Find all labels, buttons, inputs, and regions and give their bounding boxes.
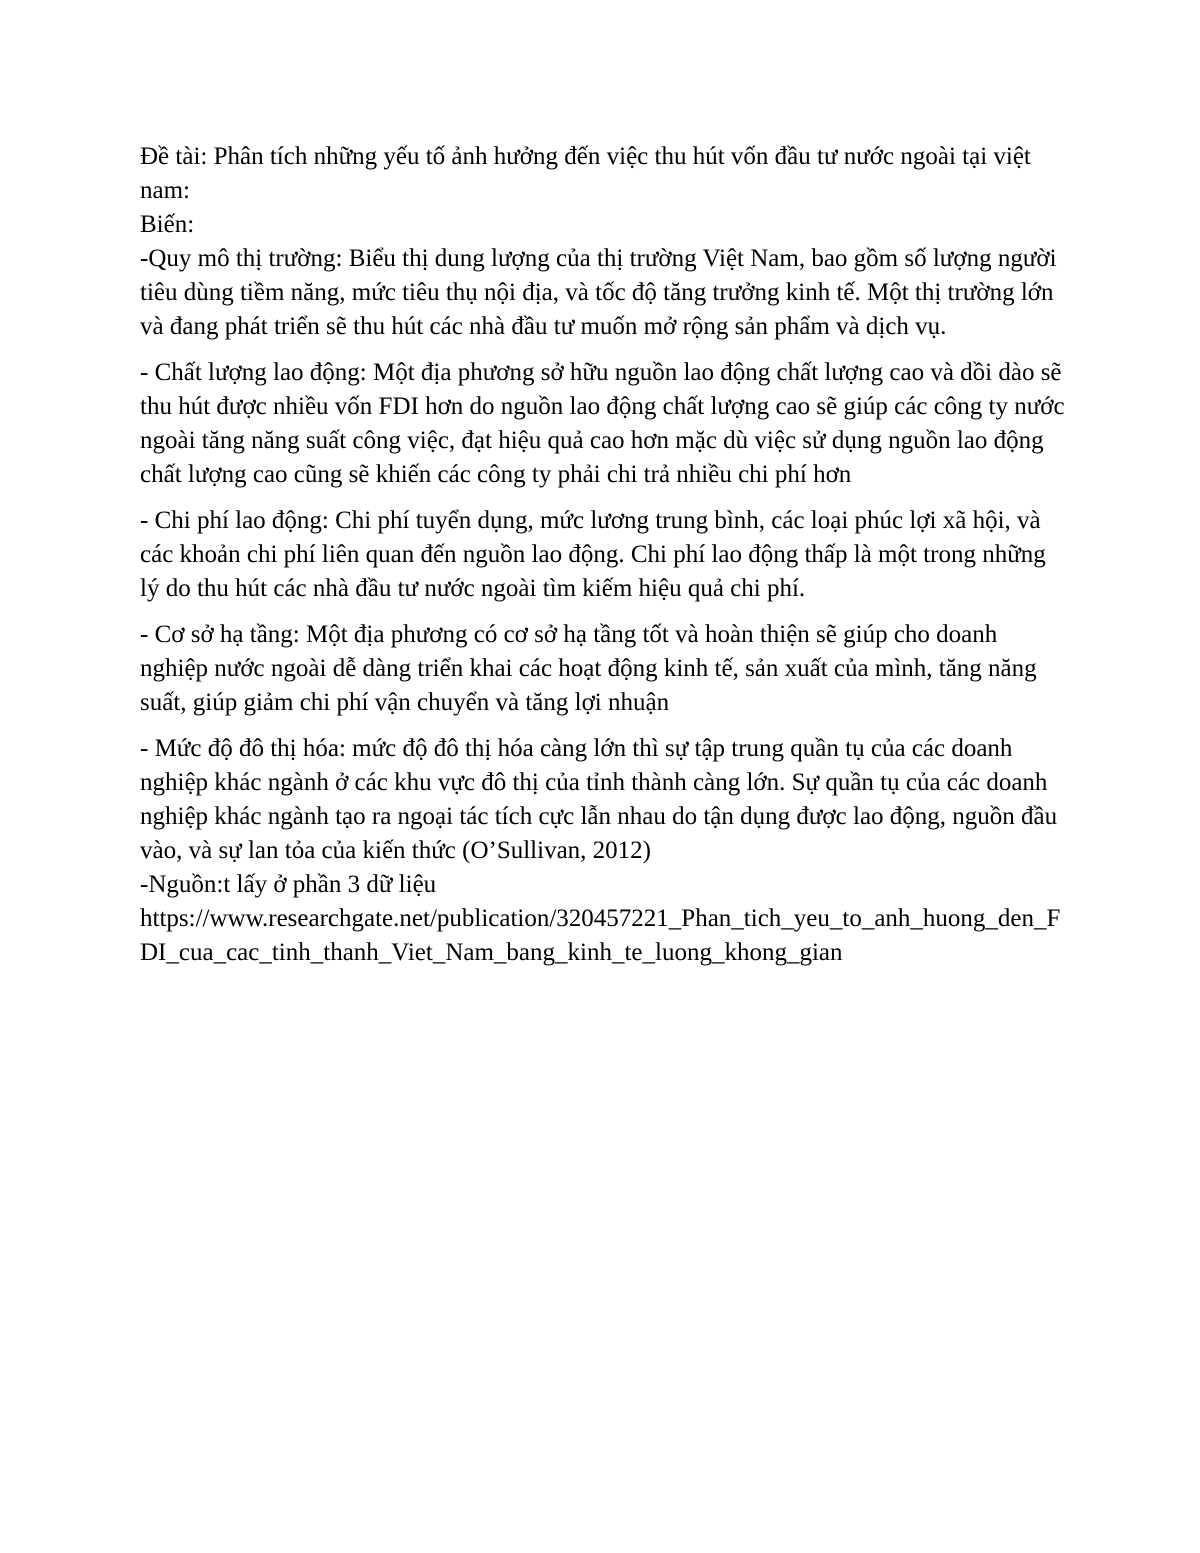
document-title: Đề tài: Phân tích những yếu tố ảnh hưởng đến việc thu hút vốn đầu tư nước ngoài tại việt nam:: [140, 143, 1031, 204]
source-url: https://www.researchgate.net/publication/320457221_Phan_tich_yeu_to_anh_huong_den_FDI_cua_cac_tinh_thanh_Viet_Nam_bang_kinh_te_luong_khong_gian: [140, 905, 1061, 966]
document-body: [140, 140, 1065, 970]
factor-infrastructure: - Cơ sở hạ tầng: Một địa phương có cơ sở hạ tầng tốt và hoàn thiện sẽ giúp cho doanh nghiệp nước ngoài dễ dàng triển khai các hoạt động kinh tế, sản xuất của mình, tăng năng suất, giúp giảm chi phí vận chuyển và tăng lợi nhuận: [140, 621, 1037, 716]
factor-market-size: -Quy mô thị trường: Biểu thị dung lượng của thị trường Việt Nam, bao gồm số lượng người tiêu dùng tiềm năng, mức tiêu thụ nội địa, và tốc độ tăng trưởng kinh tế. Một thị trường lớn và đang phát triển sẽ thu hút các nhà đầu tư muốn mở rộng sản phẩm và dịch vụ.: [140, 245, 1057, 340]
variables-heading: Biến:: [140, 211, 195, 238]
source-line: -Nguồn:t lấy ở phần 3 dữ liệu: [140, 871, 437, 898]
factor-labor-cost: - Chi phí lao động: Chi phí tuyển dụng, mức lương trung bình, các loại phúc lợi xã hội, và các khoản chi phí liên quan đến nguồn lao động. Chi phí lao động thấp là một trong những lý do thu hút các nhà đầu tư nước ngoài tìm kiếm hiệu quả chi phí.: [140, 507, 1046, 602]
factor-urbanization: - Mức độ đô thị hóa: mức độ đô thị hóa càng lớn thì sự tập trung quần tụ của các doanh nghiệp khác ngành ở các khu vực đô thị của tỉnh thành càng lớn. Sự quần tụ của các doanh nghiệp khác ngành tạo ra ngoại tác tích cực lẫn nhau do tận dụng được lao động, nguồn đầu vào, và sự lan tỏa của kiến thức (O’Sullivan, 2012): [140, 735, 1058, 864]
factor-labor-quality: - Chất lượng lao động: Một địa phương sở hữu nguồn lao động chất lượng cao và dồi dào sẽ thu hút được nhiều vốn FDI hơn do nguồn lao động chất lượng cao sẽ giúp các công ty nước ngoài tăng năng suất công việc, đạt hiệu quả cao hơn mặc dù việc sử dụng nguồn lao động chất lượng cao cũng sẽ khiến các công ty phải chi trả nhiều chi phí hơn: [140, 359, 1065, 488]
